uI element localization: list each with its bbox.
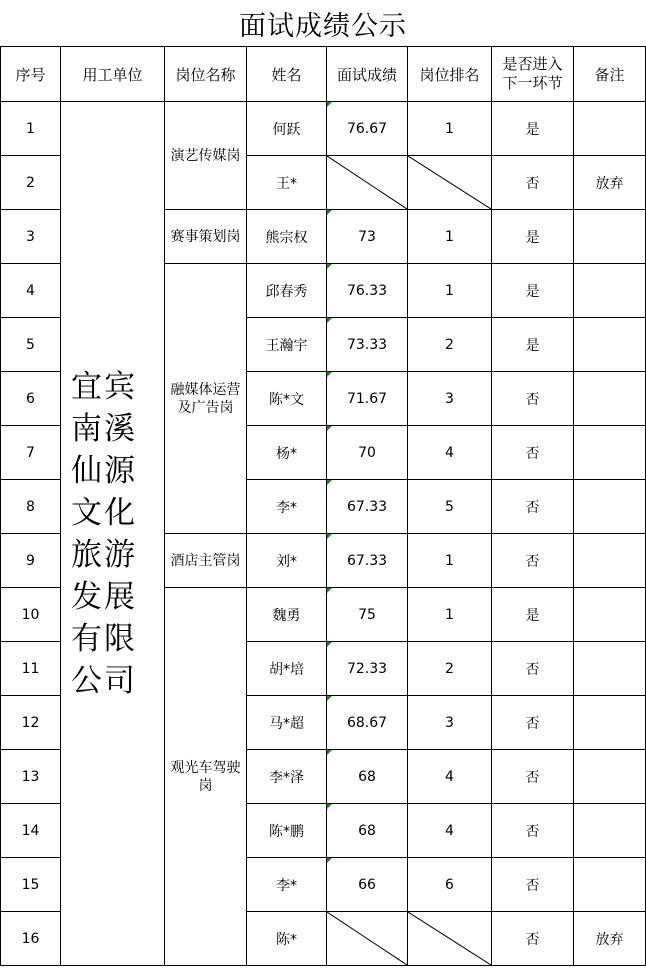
rank-cell: 2: [408, 642, 492, 696]
text-number-indicator-icon: [327, 102, 332, 107]
position-cell: [165, 588, 247, 966]
advance-cell: 否: [492, 750, 574, 804]
advance-cell: 否: [492, 642, 574, 696]
name-cell: 陈*文: [247, 372, 327, 426]
note-cell: [574, 588, 646, 642]
advance-cell: 否: [492, 372, 574, 426]
rank-cell: 3: [408, 696, 492, 750]
score-cell: 68.67: [327, 696, 408, 750]
score-cell: 67.33: [327, 534, 408, 588]
note-cell: [574, 804, 646, 858]
note-cell: [574, 480, 646, 534]
table-row: [1, 102, 646, 156]
seq-cell: 10: [1, 588, 61, 642]
seq-cell: 11: [1, 642, 61, 696]
note-cell: [574, 318, 646, 372]
advance-cell: 是: [492, 102, 574, 156]
position-name: 观光车驾驶岗: [170, 759, 241, 794]
score-cell: 76.67: [327, 102, 408, 156]
score-cell: 72.33: [327, 642, 408, 696]
header-rank: 岗位排名: [408, 47, 492, 102]
score-cell: 67.33: [327, 480, 408, 534]
page-title: 面试成绩公示: [239, 10, 407, 42]
advance-cell: 否: [492, 426, 574, 480]
name-cell: 魏勇: [247, 588, 327, 642]
name-cell: 王瀚宇: [247, 318, 327, 372]
note-cell: [574, 264, 646, 318]
header-name: 姓名: [247, 47, 327, 102]
note-cell: [574, 642, 646, 696]
note-cell: 放弃: [574, 912, 646, 966]
header-advance-line1: 是否进入: [502, 55, 563, 73]
score-cell: 66: [327, 858, 408, 912]
rank-cell: 6: [408, 858, 492, 912]
note-cell: [574, 102, 646, 156]
position-cell: [165, 534, 247, 588]
seq-cell: 7: [1, 426, 61, 480]
text-number-indicator-icon: [327, 642, 332, 647]
rank-cell-empty: [408, 156, 492, 210]
seq-cell: 8: [1, 480, 61, 534]
rank-cell: 2: [408, 318, 492, 372]
diagonal-slash: [408, 912, 491, 965]
header-note: 备注: [574, 47, 646, 102]
text-number-indicator-icon: [327, 426, 332, 431]
score-cell-empty: [327, 912, 408, 966]
header-position: 岗位名称: [165, 47, 247, 102]
name-cell: 邱春秀: [247, 264, 327, 318]
advance-cell: 否: [492, 534, 574, 588]
position-cell: [165, 102, 247, 210]
rank-cell: 1: [408, 102, 492, 156]
name-cell: 李*: [247, 480, 327, 534]
name-cell: 何跃: [247, 102, 327, 156]
advance-cell: 是: [492, 588, 574, 642]
seq-cell: 15: [1, 858, 61, 912]
name-cell: 王*: [247, 156, 327, 210]
seq-cell: 13: [1, 750, 61, 804]
note-cell: [574, 534, 646, 588]
seq-cell: 3: [1, 210, 61, 264]
position-name: 赛事策划岗: [170, 228, 241, 245]
score-cell: 75: [327, 588, 408, 642]
text-number-indicator-icon: [327, 696, 332, 701]
header-advance: [492, 47, 574, 102]
position-name: 酒店主管岗: [170, 552, 241, 569]
name-cell: 陈*: [247, 912, 327, 966]
header-row: [1, 47, 646, 102]
score-cell: 73.33: [327, 318, 408, 372]
text-number-indicator-icon: [327, 480, 332, 485]
unit-cell: [61, 102, 165, 966]
name-cell: 李*: [247, 858, 327, 912]
text-number-indicator-icon: [327, 264, 332, 269]
rank-cell: 1: [408, 588, 492, 642]
seq-cell: 1: [1, 102, 61, 156]
advance-cell: 否: [492, 696, 574, 750]
text-number-indicator-icon: [327, 210, 332, 215]
text-number-indicator-icon: [327, 750, 332, 755]
score-cell: 68: [327, 750, 408, 804]
seq-cell: 2: [1, 156, 61, 210]
position-name-line2: 及广告岗: [177, 399, 234, 416]
rank-cell: 4: [408, 750, 492, 804]
header-unit: 用工单位: [61, 47, 165, 102]
note-cell: 放弃: [574, 156, 646, 210]
score-table: [0, 46, 646, 966]
advance-cell: 否: [492, 912, 574, 966]
seq-cell: 9: [1, 534, 61, 588]
score-cell: 76.33: [327, 264, 408, 318]
rank-cell: 4: [408, 426, 492, 480]
score-cell: 70: [327, 426, 408, 480]
position-cell: [165, 264, 247, 534]
score-cell: 73: [327, 210, 408, 264]
note-cell: [574, 750, 646, 804]
seq-cell: 5: [1, 318, 61, 372]
text-number-indicator-icon: [327, 372, 332, 377]
name-cell: 熊宗权: [247, 210, 327, 264]
advance-cell: 是: [492, 318, 574, 372]
position-name-line1: 融媒体运营: [170, 381, 241, 398]
advance-cell: 是: [492, 210, 574, 264]
name-cell: 李*泽: [247, 750, 327, 804]
rank-cell: 4: [408, 804, 492, 858]
unit-name: 宜宾南溪仙源文化旅游发展有限公司: [71, 368, 137, 699]
seq-cell: 14: [1, 804, 61, 858]
text-number-indicator-icon: [327, 534, 332, 539]
name-cell: 杨*: [247, 426, 327, 480]
rank-cell: 1: [408, 264, 492, 318]
seq-cell: 4: [1, 264, 61, 318]
name-cell: 刘*: [247, 534, 327, 588]
score-cell: 68: [327, 804, 408, 858]
score-cell: 71.67: [327, 372, 408, 426]
advance-cell: 否: [492, 156, 574, 210]
diagonal-slash: [327, 912, 407, 965]
seq-cell: 16: [1, 912, 61, 966]
note-cell: [574, 210, 646, 264]
text-number-indicator-icon: [327, 858, 332, 863]
rank-cell: 1: [408, 210, 492, 264]
seq-cell: 6: [1, 372, 61, 426]
advance-cell: 否: [492, 858, 574, 912]
text-number-indicator-icon: [327, 318, 332, 323]
note-cell: [574, 372, 646, 426]
note-cell: [574, 858, 646, 912]
position-cell: [165, 210, 247, 264]
text-number-indicator-icon: [327, 588, 332, 593]
header-score: 面试成绩: [327, 47, 408, 102]
name-cell: 胡*培: [247, 642, 327, 696]
advance-cell: 否: [492, 804, 574, 858]
header-seq: 序号: [1, 47, 61, 102]
score-cell-empty: [327, 156, 408, 210]
note-cell: [574, 426, 646, 480]
position-name: [171, 381, 241, 417]
advance-cell: 否: [492, 480, 574, 534]
diagonal-slash: [408, 156, 491, 209]
header-advance-line2: 下一环节: [502, 74, 563, 92]
rank-cell: 5: [408, 480, 492, 534]
name-cell: 陈*鹏: [247, 804, 327, 858]
note-cell: [574, 696, 646, 750]
seq-cell: 12: [1, 696, 61, 750]
name-cell: 马*超: [247, 696, 327, 750]
advance-cell: 是: [492, 264, 574, 318]
text-number-indicator-icon: [327, 804, 332, 809]
diagonal-slash: [327, 156, 407, 209]
rank-cell-empty: [408, 912, 492, 966]
position-name: 演艺传媒岗: [170, 147, 241, 164]
rank-cell: 1: [408, 534, 492, 588]
rank-cell: 3: [408, 372, 492, 426]
